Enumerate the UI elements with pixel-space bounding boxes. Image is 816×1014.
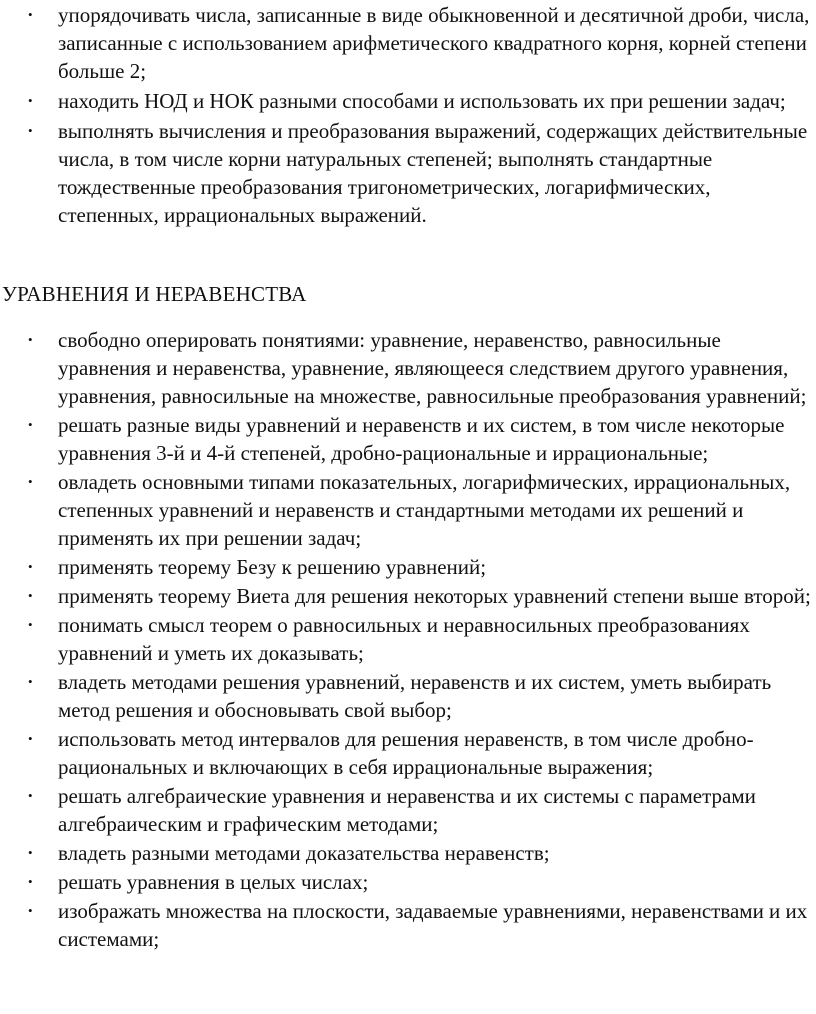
- bullet-icon: •: [28, 731, 33, 746]
- bullet-icon: •: [28, 617, 33, 632]
- list-item-text: свободно оперировать понятиями: уравнение, неравенство, равносильные уравнения и неравенства, уравнение, являющееся следствием другого уравнения, уравнения, равносильные на множестве, равносильные преобразования уравнений;: [58, 328, 807, 408]
- bullet-icon: •: [28, 874, 33, 889]
- list-item: [0, 117, 816, 229]
- list-item: [0, 782, 816, 838]
- bullet-icon: •: [28, 559, 33, 574]
- list-item: [0, 839, 816, 867]
- bullet-icon: •: [28, 788, 33, 803]
- list-item: [0, 897, 816, 953]
- list-item-text: владеть методами решения уравнений, неравенств и их систем, уметь выбирать метод решения и обосновывать свой выбор;: [58, 670, 772, 722]
- list-item: [0, 411, 816, 467]
- bullet-icon: •: [28, 123, 33, 138]
- list-item-text: решать разные виды уравнений и неравенств и их систем, в том числе некоторые уравнения 3-й и 4-й степеней, дробно-рациональные и иррациональные;: [58, 413, 785, 465]
- list-item: [0, 668, 816, 724]
- list-item-text: изображать множества на плоскости, задаваемые уравнениями, неравенствами и их системами;: [58, 899, 808, 951]
- list-item-text: решать уравнения в целых числах;: [58, 870, 369, 894]
- list-item: [0, 868, 816, 896]
- list-item-text: использовать метод интервалов для решения неравенств, в том числе дробно-рациональных и включающих в себя иррациональные выражения;: [58, 727, 754, 779]
- list-item: [0, 553, 816, 581]
- bullet-icon: •: [28, 474, 33, 489]
- list-item-text: понимать смысл теорем о равносильных и неравносильных преобразованиях уравнений и уметь их доказывать;: [58, 613, 750, 665]
- list-item-text: упорядочивать числа, записанные в виде обыкновенной и десятичной дроби, числа, записанные с использованием арифметического квадратного корня, корней степени больше 2;: [58, 3, 810, 83]
- list-item-text: применять теорему Безу к решению уравнений;: [58, 555, 487, 579]
- list-item: [0, 468, 816, 552]
- list-item-text: решать алгебраические уравнения и неравенства и их системы с параметрами алгебраическим и графическим методами;: [58, 784, 756, 836]
- list-item: [0, 326, 816, 410]
- list-item: [0, 87, 816, 115]
- list-item-text: находить НОД и НОК разными способами и использовать их при решении задач;: [58, 89, 786, 113]
- bullet-icon: •: [28, 7, 33, 22]
- list-item: [0, 611, 816, 667]
- bullet-icon: •: [28, 845, 33, 860]
- section-heading: УРАВНЕНИЯ И НЕРАВЕНСТВА: [2, 282, 307, 306]
- bullet-icon: •: [28, 417, 33, 432]
- skills-list-equations: [0, 326, 816, 954]
- bullet-icon: •: [28, 332, 33, 347]
- list-item: [0, 1, 816, 85]
- list-item: [0, 582, 816, 610]
- bullet-icon: •: [28, 93, 33, 108]
- list-item-text: овладеть основными типами показательных, логарифмических, иррациональных, степенных уравнений и неравенств и стандартными методами их решений и применять их при решении задач;: [58, 470, 791, 550]
- bullet-icon: •: [28, 588, 33, 603]
- list-item-text: выполнять вычисления и преобразования выражений, содержащих действительные числа, в том числе корни натуральных степеней; выполнять стандартные тождественные преобразования тригонометрических, логарифмических, степенных, иррациональных выражений.: [58, 119, 808, 227]
- list-item-text: владеть разными методами доказательства неравенств;: [58, 841, 550, 865]
- list-item: [0, 725, 816, 781]
- skills-list-numbers: [0, 1, 816, 231]
- bullet-icon: •: [28, 674, 33, 689]
- list-item-text: применять теорему Виета для решения некоторых уравнений степени выше второй;: [58, 584, 811, 608]
- bullet-icon: •: [28, 903, 33, 918]
